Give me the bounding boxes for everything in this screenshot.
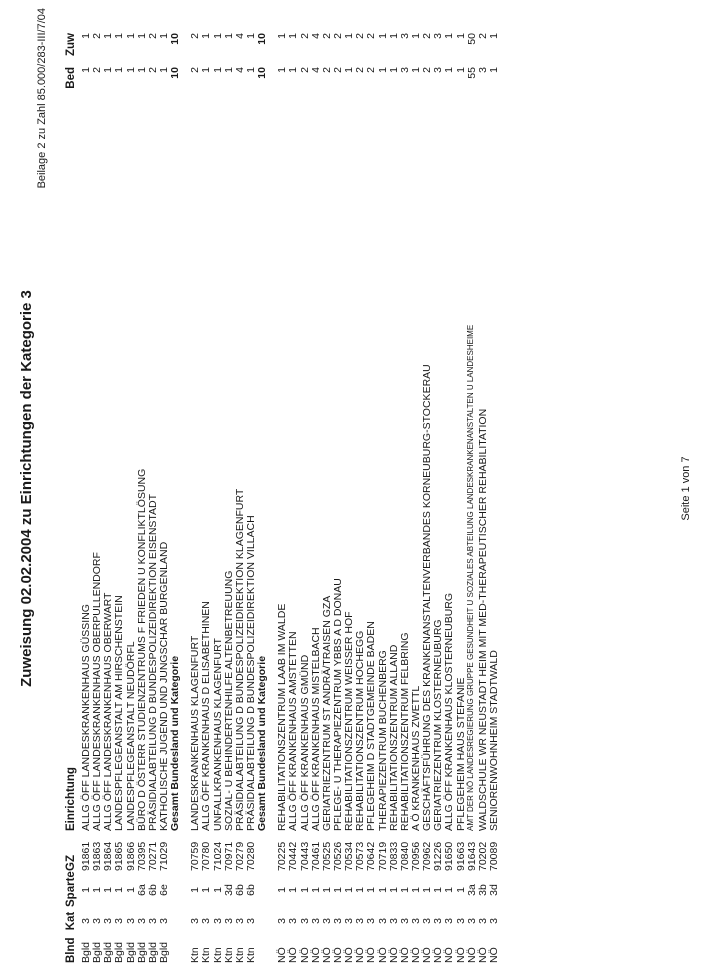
cell-blnd: Ktn — [211, 947, 224, 963]
cell-bed: 1 — [102, 67, 115, 73]
cell-gz: 70840 — [398, 841, 411, 871]
cell-kat: 3 — [244, 918, 257, 924]
cell-sparte: 6a — [135, 884, 148, 896]
cell-kat: 3 — [233, 918, 246, 924]
cell-gz: 70971 — [222, 841, 235, 871]
cell-sparte: 1 — [398, 887, 411, 893]
cell-bed: 1 — [409, 67, 422, 73]
cell-ein: THERAPIEZENTRUM BUCHENBERG — [376, 650, 389, 831]
cell-bed: 1 — [487, 67, 500, 73]
cell-zuw: 1 — [387, 33, 400, 39]
cell-zuw: 1 — [135, 33, 148, 39]
cell-blnd: Bgld — [91, 941, 104, 963]
cell-gz: 71029 — [157, 841, 170, 871]
cell-blnd: NÖ — [343, 947, 356, 963]
cell-gz: 91861 — [80, 841, 92, 871]
cell-kat: 3 — [157, 918, 170, 924]
cell-zuw: 2 — [476, 33, 489, 39]
cell-gz: 70526 — [331, 841, 344, 871]
cell-sparte: 6b — [244, 884, 257, 896]
cell-bed: 4 — [309, 67, 322, 73]
cell-blnd: NÖ — [354, 947, 367, 963]
cell-zuw: 50 — [465, 33, 478, 45]
cell-sparte: 3d — [487, 884, 500, 896]
cell-ein: KATHOLISCHE JUGEND UND JUNGSCHAR BURGENLAND — [157, 541, 170, 831]
cell-kat: 3 — [387, 918, 400, 924]
cell-zuw: 2 — [421, 33, 434, 39]
cell-sparte: 3b — [476, 884, 489, 896]
cell-sparte: 1 — [331, 887, 344, 893]
cell-ein: ALLG ÖFF KRANKENHAUS GMÜND — [298, 654, 311, 831]
cell-blnd: NÖ — [298, 947, 311, 963]
cell-zuw: 1 — [487, 33, 500, 39]
cell-zuw: 2 — [331, 33, 344, 39]
cell-kat: 3 — [421, 918, 434, 924]
cell-kat: 3 — [102, 918, 115, 924]
cell-blnd: NÖ — [454, 947, 467, 963]
cell-gz: 70442 — [287, 841, 300, 871]
cell-bed: 1 — [222, 67, 235, 73]
cell-gz: 70525 — [320, 841, 333, 871]
cell-kat: 3 — [443, 918, 456, 924]
header-einrichtung: Einrichtung — [65, 767, 77, 831]
cell-bed: 1 — [200, 67, 213, 73]
cell-bed: 1 — [387, 67, 400, 73]
header-sparte: Sparte — [65, 871, 77, 907]
cell-kat: 3 — [376, 918, 389, 924]
cell-sparte: 1 — [432, 887, 445, 893]
cell-blnd: Ktn — [222, 947, 235, 963]
cell-ein: LANDESPFLEGEANSTALT NEUDÖRFL — [124, 641, 137, 831]
cell-sparte: 6e — [157, 884, 170, 896]
cell-gz: 70956 — [409, 841, 422, 871]
cell-blnd: NÖ — [287, 947, 300, 963]
cell-zuw: 1 — [454, 33, 467, 39]
cell-zuw: 10 — [169, 33, 182, 45]
cell-ein: GESCHÄFTSFÜHRUNG DES KRANKENANSTALTENVERBANDES KORNEUBURG-STOCKERAU — [421, 364, 434, 831]
cell-ein: ALLG ÖFF KRANKENHAUS MISTELBACH — [309, 627, 322, 831]
cell-sparte: 1 — [298, 887, 311, 893]
cell-kat: 3 — [189, 918, 202, 924]
cell-blnd: NÖ — [387, 947, 400, 963]
cell-bed: 2 — [189, 67, 202, 73]
cell-blnd: Ktn — [200, 947, 213, 963]
cell-gz: 91643 — [465, 841, 478, 871]
cell-ein: A Ö KRANKENHAUS ZWETTL — [409, 685, 422, 831]
cell-zuw: 1 — [200, 33, 213, 39]
cell-ein: ALLG ÖFF KRANKENHAUS AMSTETTEN — [287, 631, 300, 831]
cell-kat: 3 — [200, 918, 213, 924]
cell-kat: 3 — [343, 918, 356, 924]
header-blnd: Blnd — [65, 937, 77, 963]
cell-kat: 3 — [331, 918, 344, 924]
cell-sparte: 1 — [124, 887, 137, 893]
cell-gz: 91866 — [124, 841, 137, 871]
cell-blnd: NÖ — [309, 947, 322, 963]
cell-gz: 70089 — [487, 841, 500, 871]
cell-sparte: 1 — [91, 887, 104, 893]
cell-ein: PRÄSIDIALABTEILUNG D BUNDESPOLIZEIDIREKTION EISENSTADT — [146, 493, 159, 831]
cell-kat: 3 — [354, 918, 367, 924]
cell-zuw: 1 — [376, 33, 389, 39]
cell-blnd: NÖ — [487, 947, 500, 963]
cell-zuw: 1 — [102, 33, 115, 39]
cell-bed: 1 — [80, 67, 92, 73]
cell-zuw: 1 — [409, 33, 422, 39]
cell-sparte: 1 — [80, 887, 92, 893]
cell-zuw: 3 — [398, 33, 411, 39]
cell-gz: 91226 — [432, 841, 445, 871]
cell-sparte: 1 — [343, 887, 356, 893]
cell-ein: WALDSCHULE WR NEUSTADT HEIM MIT MED-THERAPEUTISCHER REHABILITATION — [476, 408, 489, 831]
cell-gz: 70271 — [146, 841, 159, 871]
cell-gz: 70279 — [233, 841, 246, 871]
cell-ein: REHABILITATIONSZENTRUM FELBRING — [398, 632, 411, 831]
cell-blnd: NÖ — [443, 947, 456, 963]
cell-ein: ALLG ÖFF LANDESKRANKENHAUS OBERWART — [102, 592, 115, 831]
cell-zuw: 2 — [189, 33, 202, 39]
cell-sparte: 1 — [387, 887, 400, 893]
page-number: Seite 1 von 7 — [680, 456, 692, 521]
cell-ein: PFLEGEHEIM D STADTGEMEINDE BADEN — [365, 621, 378, 831]
cell-sparte: 1 — [276, 887, 289, 893]
cell-blnd: NÖ — [409, 947, 422, 963]
cell-sparte: 1 — [421, 887, 434, 893]
cell-zuw: 3 — [432, 33, 445, 39]
cell-sparte: 1 — [365, 887, 378, 893]
cell-blnd: Bgld — [80, 941, 92, 963]
cell-blnd: NÖ — [432, 947, 445, 963]
cell-blnd: Bgld — [157, 941, 170, 963]
cell-gz: 91863 — [91, 841, 104, 871]
cell-ein: BÜRO D ÖSTERR STUDIENZENTRUMS F FRIEDEN U KONFLIKTLÖSUNG — [135, 468, 148, 831]
cell-blnd: Bgld — [124, 941, 137, 963]
cell-ein: ALLG ÖFF LANDESKRANKENHAUS GÜSSING — [80, 604, 92, 831]
cell-gz: 70573 — [354, 841, 367, 871]
cell-kat: 3 — [135, 918, 148, 924]
cell-kat: 3 — [211, 918, 224, 924]
cell-bed: 55 — [465, 67, 478, 79]
cell-gz: 70280 — [244, 841, 257, 871]
cell-sparte: 1 — [287, 887, 300, 893]
cell-zuw: 2 — [91, 33, 104, 39]
header-kat: Kat — [65, 911, 77, 931]
cell-sparte: 1 — [102, 887, 115, 893]
cell-ein: ALLG ÖFF KRANKENHAUS D ELISABETHINEN — [200, 601, 213, 831]
cell-gz: 70443 — [298, 841, 311, 871]
cell-sparte: 1 — [354, 887, 367, 893]
cell-kat: 3 — [124, 918, 137, 924]
cell-kat: 3 — [309, 918, 322, 924]
cell-sparte: 3a — [465, 884, 478, 896]
cell-zuw: 4 — [309, 33, 322, 39]
cell-kat: 3 — [398, 918, 411, 924]
cell-gz: 70534 — [343, 841, 356, 871]
cell-kat: 3 — [287, 918, 300, 924]
cell-kat: 3 — [432, 918, 445, 924]
cell-zuw: 2 — [365, 33, 378, 39]
cell-gz: 70461 — [309, 841, 322, 871]
cell-gz: 70642 — [365, 841, 378, 871]
cell-ein: PRÄSIDIALABTEILUNG D BUNDESPOLIZEIDIREKTION VILLACH — [244, 515, 257, 831]
cell-ein: SOZIAL- U BEHINDERTENHILFE ALTENBETREUUNG — [222, 570, 235, 831]
header-zuw: Zuw — [65, 33, 77, 56]
cell-zuw: 2 — [320, 33, 333, 39]
cell-kat: 3 — [222, 918, 235, 924]
cell-bed: 1 — [443, 67, 456, 73]
cell-ein: GERIATRIEZENTRUM KLOSTERNEUBURG — [432, 619, 445, 831]
cell-sparte: 1 — [409, 887, 422, 893]
cell-blnd: NÖ — [331, 947, 344, 963]
cell-bed: 2 — [146, 67, 159, 73]
cell-gz: 70759 — [189, 841, 202, 871]
header-gz: GZ — [65, 855, 77, 871]
cell-ein: ALLG ÖFF LANDESKRANKENHAUS OBERPULLENDORF — [91, 552, 104, 831]
cell-blnd: NÖ — [421, 947, 434, 963]
cell-kat: 3 — [365, 918, 378, 924]
cell-bed: 10 — [256, 67, 269, 79]
cell-kat: 3 — [298, 918, 311, 924]
cell-bed: 1 — [244, 67, 257, 73]
cell-sparte: 1 — [309, 887, 322, 893]
cell-ein: PFLEGEHEIM HAUS STEFANIE — [454, 677, 467, 831]
cell-sparte: 1 — [376, 887, 389, 893]
cell-ein: GERIATRIEZENTRUM ST ANDRÄ/TRAISEN GZA — [320, 595, 333, 831]
cell-bed: 10 — [169, 67, 182, 79]
cell-gz: 91663 — [454, 841, 467, 871]
cell-zuw: 1 — [113, 33, 126, 39]
cell-zuw: 4 — [233, 33, 246, 39]
cell-bed: 1 — [343, 67, 356, 73]
cell-blnd: NÖ — [276, 947, 289, 963]
cell-ein: REHABILITATIONSZENTRUM HOCHEGG — [354, 630, 367, 831]
cell-kat: 3 — [476, 918, 489, 924]
cell-zuw: 10 — [256, 33, 269, 45]
cell-bed: 1 — [124, 67, 137, 73]
cell-ein: REHABILITATIONSZENTRUM LAAB IM WALDE — [276, 603, 289, 831]
cell-blnd: NÖ — [376, 947, 389, 963]
cell-bed: 2 — [365, 67, 378, 73]
cell-bed: 2 — [320, 67, 333, 73]
cell-sparte: 1 — [200, 887, 213, 893]
cell-ein: PRÄSIDIALABTEILUNG D BUNDESPOLIZEIDIREKTION KLAGENFURT — [233, 488, 246, 831]
cell-sparte: 6b — [233, 884, 246, 896]
cell-bed: 1 — [157, 67, 170, 73]
cell-zuw: 2 — [298, 33, 311, 39]
cell-zuw: 1 — [222, 33, 235, 39]
cell-gz: 91864 — [102, 841, 115, 871]
cell-bed: 4 — [233, 67, 246, 73]
cell-bed: 2 — [354, 67, 367, 73]
cell-blnd: Ktn — [189, 947, 202, 963]
cell-ein: SENIORENWOHNHEIM STADTWALD — [487, 650, 500, 831]
cell-sparte: 1 — [211, 887, 224, 893]
cell-bed: 1 — [276, 67, 289, 73]
cell-zuw: 1 — [287, 33, 300, 39]
cell-blnd: NÖ — [320, 947, 333, 963]
attachment-reference: Beilage 2 zu Zahl 85.000/283-III/7/04 — [36, 8, 48, 189]
cell-kat: 3 — [91, 918, 104, 924]
cell-zuw: 2 — [354, 33, 367, 39]
cell-kat: 3 — [320, 918, 333, 924]
cell-bed: 3 — [476, 67, 489, 73]
cell-zuw: 1 — [157, 33, 170, 39]
document-title: Zuweisung 02.02.2004 zu Einrichtungen der Kategorie 3 — [18, 290, 35, 687]
cell-gz: 70202 — [476, 841, 489, 871]
cell-gz: 70833 — [387, 841, 400, 871]
cell-sparte: 1 — [113, 887, 126, 893]
cell-bed: 2 — [331, 67, 344, 73]
cell-blnd: Ktn — [233, 947, 246, 963]
cell-zuw: 1 — [80, 33, 92, 39]
cell-kat: 3 — [276, 918, 289, 924]
cell-blnd: NÖ — [465, 947, 478, 963]
cell-bed: 1 — [135, 67, 148, 73]
cell-blnd: Bgld — [146, 941, 159, 963]
cell-zuw: 1 — [124, 33, 137, 39]
cell-zuw: 1 — [244, 33, 257, 39]
cell-kat: 3 — [454, 918, 467, 924]
cell-kat: 3 — [80, 918, 92, 924]
cell-ein: Gesamt Bundesland und Kategorie — [256, 655, 269, 831]
cell-sparte: 1 — [189, 887, 202, 893]
cell-ein: LANDESKRANKENHAUS KLAGENFURT — [189, 635, 202, 831]
cell-ein: UNFALLKRANKENHAUS KLAGENFURT — [211, 638, 224, 831]
cell-zuw: 2 — [146, 33, 159, 39]
cell-gz: 70225 — [276, 841, 289, 871]
cell-bed: 1 — [454, 67, 467, 73]
cell-blnd: Ktn — [244, 947, 257, 963]
cell-bed: 1 — [211, 67, 224, 73]
cell-ein: AMT DER NÖ LANDESREGIERUNG GRUPPE GESUNDHEIT U SOZIALES ABTEILUNG LANDESKRANKENANSTALTEN U LANDESHEIME — [465, 324, 475, 831]
cell-zuw: 1 — [443, 33, 456, 39]
cell-blnd: Bgld — [102, 941, 115, 963]
cell-bed: 1 — [113, 67, 126, 73]
header-bed: Bed — [65, 67, 77, 89]
cell-kat: 3 — [487, 918, 500, 924]
cell-bed: 2 — [91, 67, 104, 73]
cell-blnd: Bgld — [113, 941, 126, 963]
cell-gz: 91650 — [443, 841, 456, 871]
cell-kat: 3 — [409, 918, 422, 924]
cell-sparte: 1 — [454, 887, 467, 893]
cell-sparte: 3d — [222, 884, 235, 896]
cell-zuw: 1 — [343, 33, 356, 39]
cell-ein: LANDESPFLEGEANSTALT AM HIRSCHENSTEIN — [113, 595, 126, 831]
cell-zuw: 1 — [211, 33, 224, 39]
cell-gz: 70395 — [135, 841, 148, 871]
cell-ein: REHABILITATIONSZENTRUM WEISSER HOF — [343, 611, 356, 831]
cell-bed: 1 — [376, 67, 389, 73]
cell-bed: 1 — [287, 67, 300, 73]
cell-gz: 91865 — [113, 841, 126, 871]
cell-blnd: NÖ — [476, 947, 489, 963]
cell-sparte: 1 — [320, 887, 333, 893]
cell-blnd: Bgld — [135, 941, 148, 963]
cell-kat: 3 — [146, 918, 159, 924]
cell-ein: ALLG ÖFF KRANKENHAUS KLOSTERNEUBURG — [443, 592, 456, 831]
cell-blnd: NÖ — [365, 947, 378, 963]
cell-bed: 2 — [298, 67, 311, 73]
cell-ein: PFLEGE- U THERAPIEZENTRUM YBBS A D DONAU — [331, 578, 344, 831]
cell-blnd: NÖ — [398, 947, 411, 963]
cell-ein: Gesamt Bundesland und Kategorie — [169, 655, 182, 831]
cell-gz: 70719 — [376, 841, 389, 871]
cell-ein: REHABILITATIONSZENTRUM ALLAND — [387, 644, 400, 831]
cell-sparte: 6b — [146, 884, 159, 896]
cell-kat: 3 — [465, 918, 478, 924]
cell-gz: 70962 — [421, 841, 434, 871]
cell-bed: 2 — [421, 67, 434, 73]
cell-gz: 70780 — [200, 841, 213, 871]
cell-bed: 3 — [432, 67, 445, 73]
cell-gz: 71024 — [211, 841, 224, 871]
cell-zuw: 1 — [276, 33, 289, 39]
cell-bed: 3 — [398, 67, 411, 73]
cell-kat: 3 — [113, 918, 126, 924]
cell-sparte: 1 — [443, 887, 456, 893]
